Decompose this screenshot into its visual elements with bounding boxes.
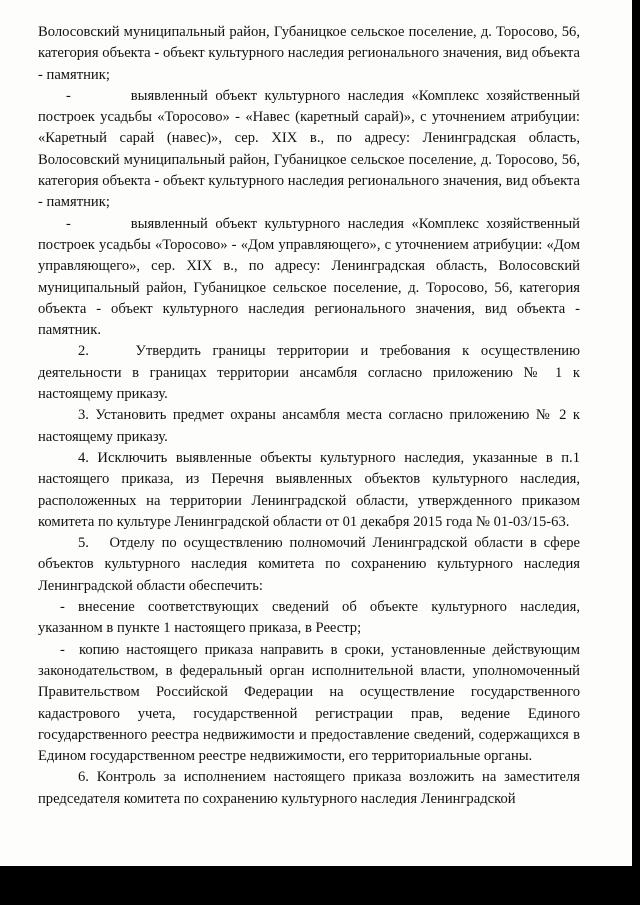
document-body bbox=[38, 22, 580, 810]
paragraph: Волосовский муниципальный район, Губаницкое сельское поселение, д. Торосово, 56, категория объекта - объект культурного наследия регионального значения, вид объекта - памятник; bbox=[38, 24, 580, 83]
clause-4: 4. Исключить выявленные объекты культурного наследия, указанные в п.1 настоящего приказа, из Перечня выявленных объектов культурного наследия, расположенных на территории Ленинградской области, утвержденного приказом комитета по культуре Ленинградской области от 01 декабря 2015 года № 01-03/15-63. bbox=[38, 449, 580, 530]
list-item: - внесение соответствующих сведений об объекте культурного наследия, указанном в пункте 1 настоящего приказа, в Реестр; bbox=[38, 599, 580, 637]
list-item: - выявленный объект культурного наследия «Комплекс хозяйственный построек усадьбы «Торосово» - «Навес (каретный сарай)», с уточнением атрибуции: «Каретный сарай (навес)», сер. XIX в., по адресу: Ленинградская область, Волосовский муниципальный район, Губаницкое сельское поселение, д. Торосово, 56, категория объекта - объект культурного наследия регионального значения, вид объекта - памятник; bbox=[38, 87, 580, 211]
clause-6: 6. Контроль за исполнением настоящего приказа возложить на заместителя председателя комитета по сохранению культурного наследия Ленинградской bbox=[38, 769, 580, 807]
clause-2: 2. Утвердить границы территории и требования к осуществлению деятельности в границах территории ансамбля согласно приложению № 1 к настоящему приказу. bbox=[38, 343, 580, 403]
scan-edge bbox=[632, 0, 640, 905]
clause-3: 3. Установить предмет охраны ансамбля места согласно приложению № 2 к настоящему приказу. bbox=[38, 407, 580, 445]
list-item: - копию настоящего приказа направить в сроки, установленные действующим законодательством, в федеральный орган исполнительной власти, уполномоченный Правительством Российской Федерации на осуществление государственного кадастрового учета, государственной регистрации прав, ведение Единого государственного реестра недвижимости и предоставление сведений, содержащихся в Едином государственном реестре недвижимости, его территориальные органы. bbox=[38, 641, 580, 765]
clause-5: 5. Отделу по осуществлению полномочий Ленинградской области в сфере объектов культурного наследия комитета по сохранению культурного наследия Ленинградской области обеспечить: bbox=[38, 535, 580, 594]
list-item: - выявленный объект культурного наследия «Комплекс хозяйственный построек усадьбы «Торосово» - «Дом управляющего», с уточнением атрибуции: «Дом управляющего», сер. XIX в., по адресу: Ленинградская область, Волосовский муниципальный район, Губаницкое сельское поселение, д. Торосово, 56, категория объекта - объект культурного наследия регионального значения, вид объекта - памятник. bbox=[38, 215, 580, 339]
